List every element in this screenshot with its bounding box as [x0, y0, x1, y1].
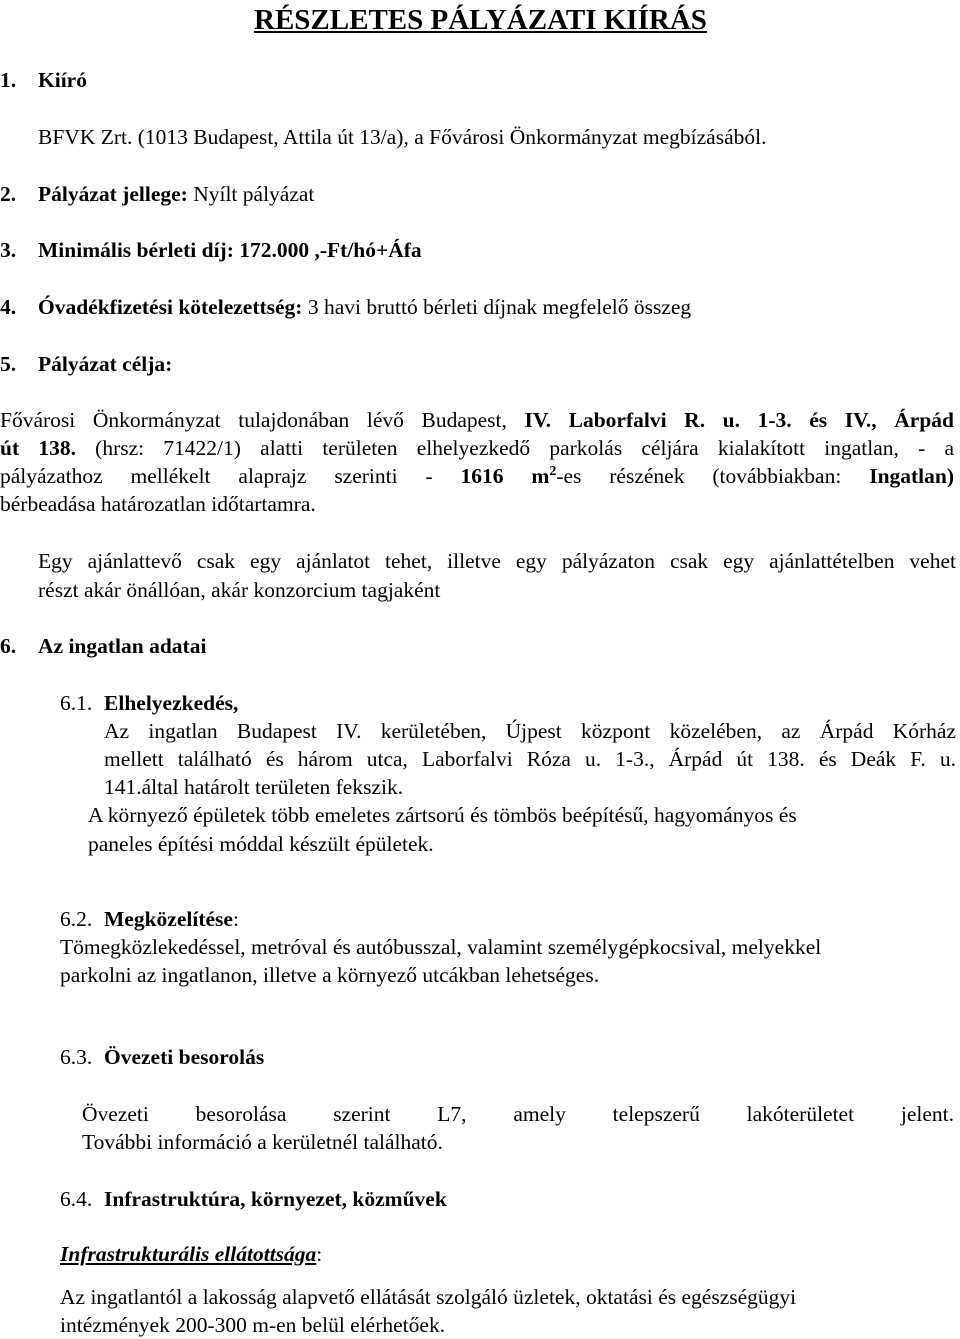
section-6-3-number: 6.3.	[60, 1045, 93, 1069]
section-2-value: Nyílt pályázat	[187, 182, 315, 206]
section-1-body: BFVK Zrt. (1013 Budapest, Attila út 13/a), a Fővárosi Önkormányzat megbízásából.	[38, 125, 767, 149]
section-2-line	[38, 180, 314, 208]
section-6-2-line-1: Tömegközlekedéssel, metróval és autóbusszal, valamint személygépkocsival, melyekkel	[60, 935, 822, 959]
section-5-line-2	[0, 434, 954, 462]
s5-l1b: IV. Laborfalvi R. u. 1-3. és IV.	[524, 408, 872, 432]
section-2-number: 2.	[0, 182, 17, 206]
s5-l1c: , Árpád	[871, 408, 955, 432]
section-3-heading: Minimális bérleti díj: 172.000 ,-Ft/hó+Áfa	[38, 238, 422, 262]
section-5-heading: Pályázat célja:	[38, 352, 173, 376]
s5-l3sup: 2	[549, 464, 557, 479]
section-6-2-colon: :	[232, 907, 239, 931]
section-6-4-line-1: Az ingatlantól a lakosság alapvető ellátását szolgáló üzletek, oktatási és egészségügyi	[60, 1285, 797, 1309]
section-6-3-heading: Övezeti besorolás	[104, 1045, 265, 1069]
section-4-heading: Óvadékfizetési kötelezettség:	[38, 295, 303, 319]
section-4-line	[38, 293, 691, 321]
section-6-2-number: 6.2.	[60, 907, 93, 931]
section-2-heading: Pályázat jellege:	[38, 182, 188, 206]
section-6-1-line-1: Az ingatlan Budapest IV. kerületében, Újpest központ közelében, az Árpád Kórház	[104, 719, 956, 743]
section-6-2-heading-line	[104, 905, 239, 933]
section-5-number: 5.	[0, 352, 17, 376]
section-4-number: 4.	[0, 295, 17, 319]
s5-l3b: 1616 m	[460, 464, 550, 488]
section-6-1-line-4: A környező épületek több emeletes zártsorú és tömbös beépítésű, hagyományos és	[88, 803, 797, 827]
section-4-value: 3 havi bruttó bérleti díjnak megfelelő összeg	[302, 295, 692, 319]
section-6-1-line-3: 141.által határolt területen fekszik.	[104, 775, 404, 799]
section-6-4-subheading-colon: :	[316, 1242, 323, 1266]
section-5-para2-line-1: Egy ajánlattevő csak egy ajánlatot tehet, illetve egy pályázaton csak egy ajánlattételben vehet	[38, 549, 956, 573]
section-5-line-1	[0, 406, 954, 434]
section-6-1-heading: Elhelyezkedés,	[104, 691, 239, 715]
section-6-1-line-5: paneles építési móddal készült épületek.	[88, 832, 434, 856]
section-1-number: 1.	[0, 68, 17, 92]
section-3-number: 3.	[0, 238, 17, 262]
section-6-4-subheading: Infrastrukturális ellátottsága	[60, 1242, 317, 1266]
section-6-4-heading: Infrastruktúra, környezet, közművek	[104, 1187, 447, 1211]
s5-l1a: Fővárosi Önkormányzat tulajdonában lévő Budapest,	[0, 408, 507, 432]
section-6-4-line-2: intézmények 200-300 m-en belül elérhetőek.	[60, 1313, 446, 1337]
section-6-1-number: 6.1.	[60, 691, 93, 715]
document-title: RÉSZLETES PÁLYÁZATI KIÍRÁS	[254, 4, 707, 36]
section-6-3-line-1: Övezeti besorolása szerint L7, amely telepszerű lakóterületet jelent.	[82, 1102, 954, 1126]
section-6-4-number: 6.4.	[60, 1187, 93, 1211]
section-1-heading: Kiíró	[38, 68, 87, 92]
section-6-heading: Az ingatlan adatai	[38, 634, 207, 658]
section-5-line-4: bérbeadása határozatlan időtartamra.	[0, 492, 316, 516]
s5-l2b: (hrsz: 71422/1) alatti területen elhelyezkedő parkolás céljára kialakított ingatlan, - a	[95, 436, 954, 460]
section-6-1-line-2: mellett található és három utca, Laborfalvi Róza u. 1-3., Árpád út 138. és Deák F. u.	[104, 747, 956, 771]
section-6-2-line-2: parkolni az ingatlanon, illetve a környező utcákban lehetséges.	[60, 963, 600, 987]
s5-l2a: út 138.	[0, 436, 76, 460]
s5-l3a: pályázathoz mellékelt alaprajz szerinti -	[0, 464, 433, 488]
section-6-number: 6.	[0, 634, 17, 658]
section-6-4-subheading-line	[60, 1240, 322, 1268]
section-5-line-3	[0, 462, 954, 490]
section-5-para2-line-2: részt akár önállóan, akár konzorcium tagjaként	[38, 578, 441, 602]
section-6-3-line-2: További információ a kerületnél található.	[82, 1130, 443, 1154]
s5-l3d: Ingatlan)	[869, 464, 955, 488]
section-6-2-heading: Megközelítése	[104, 907, 233, 931]
s5-l3c: -es részének (továbbiakban:	[556, 464, 842, 488]
